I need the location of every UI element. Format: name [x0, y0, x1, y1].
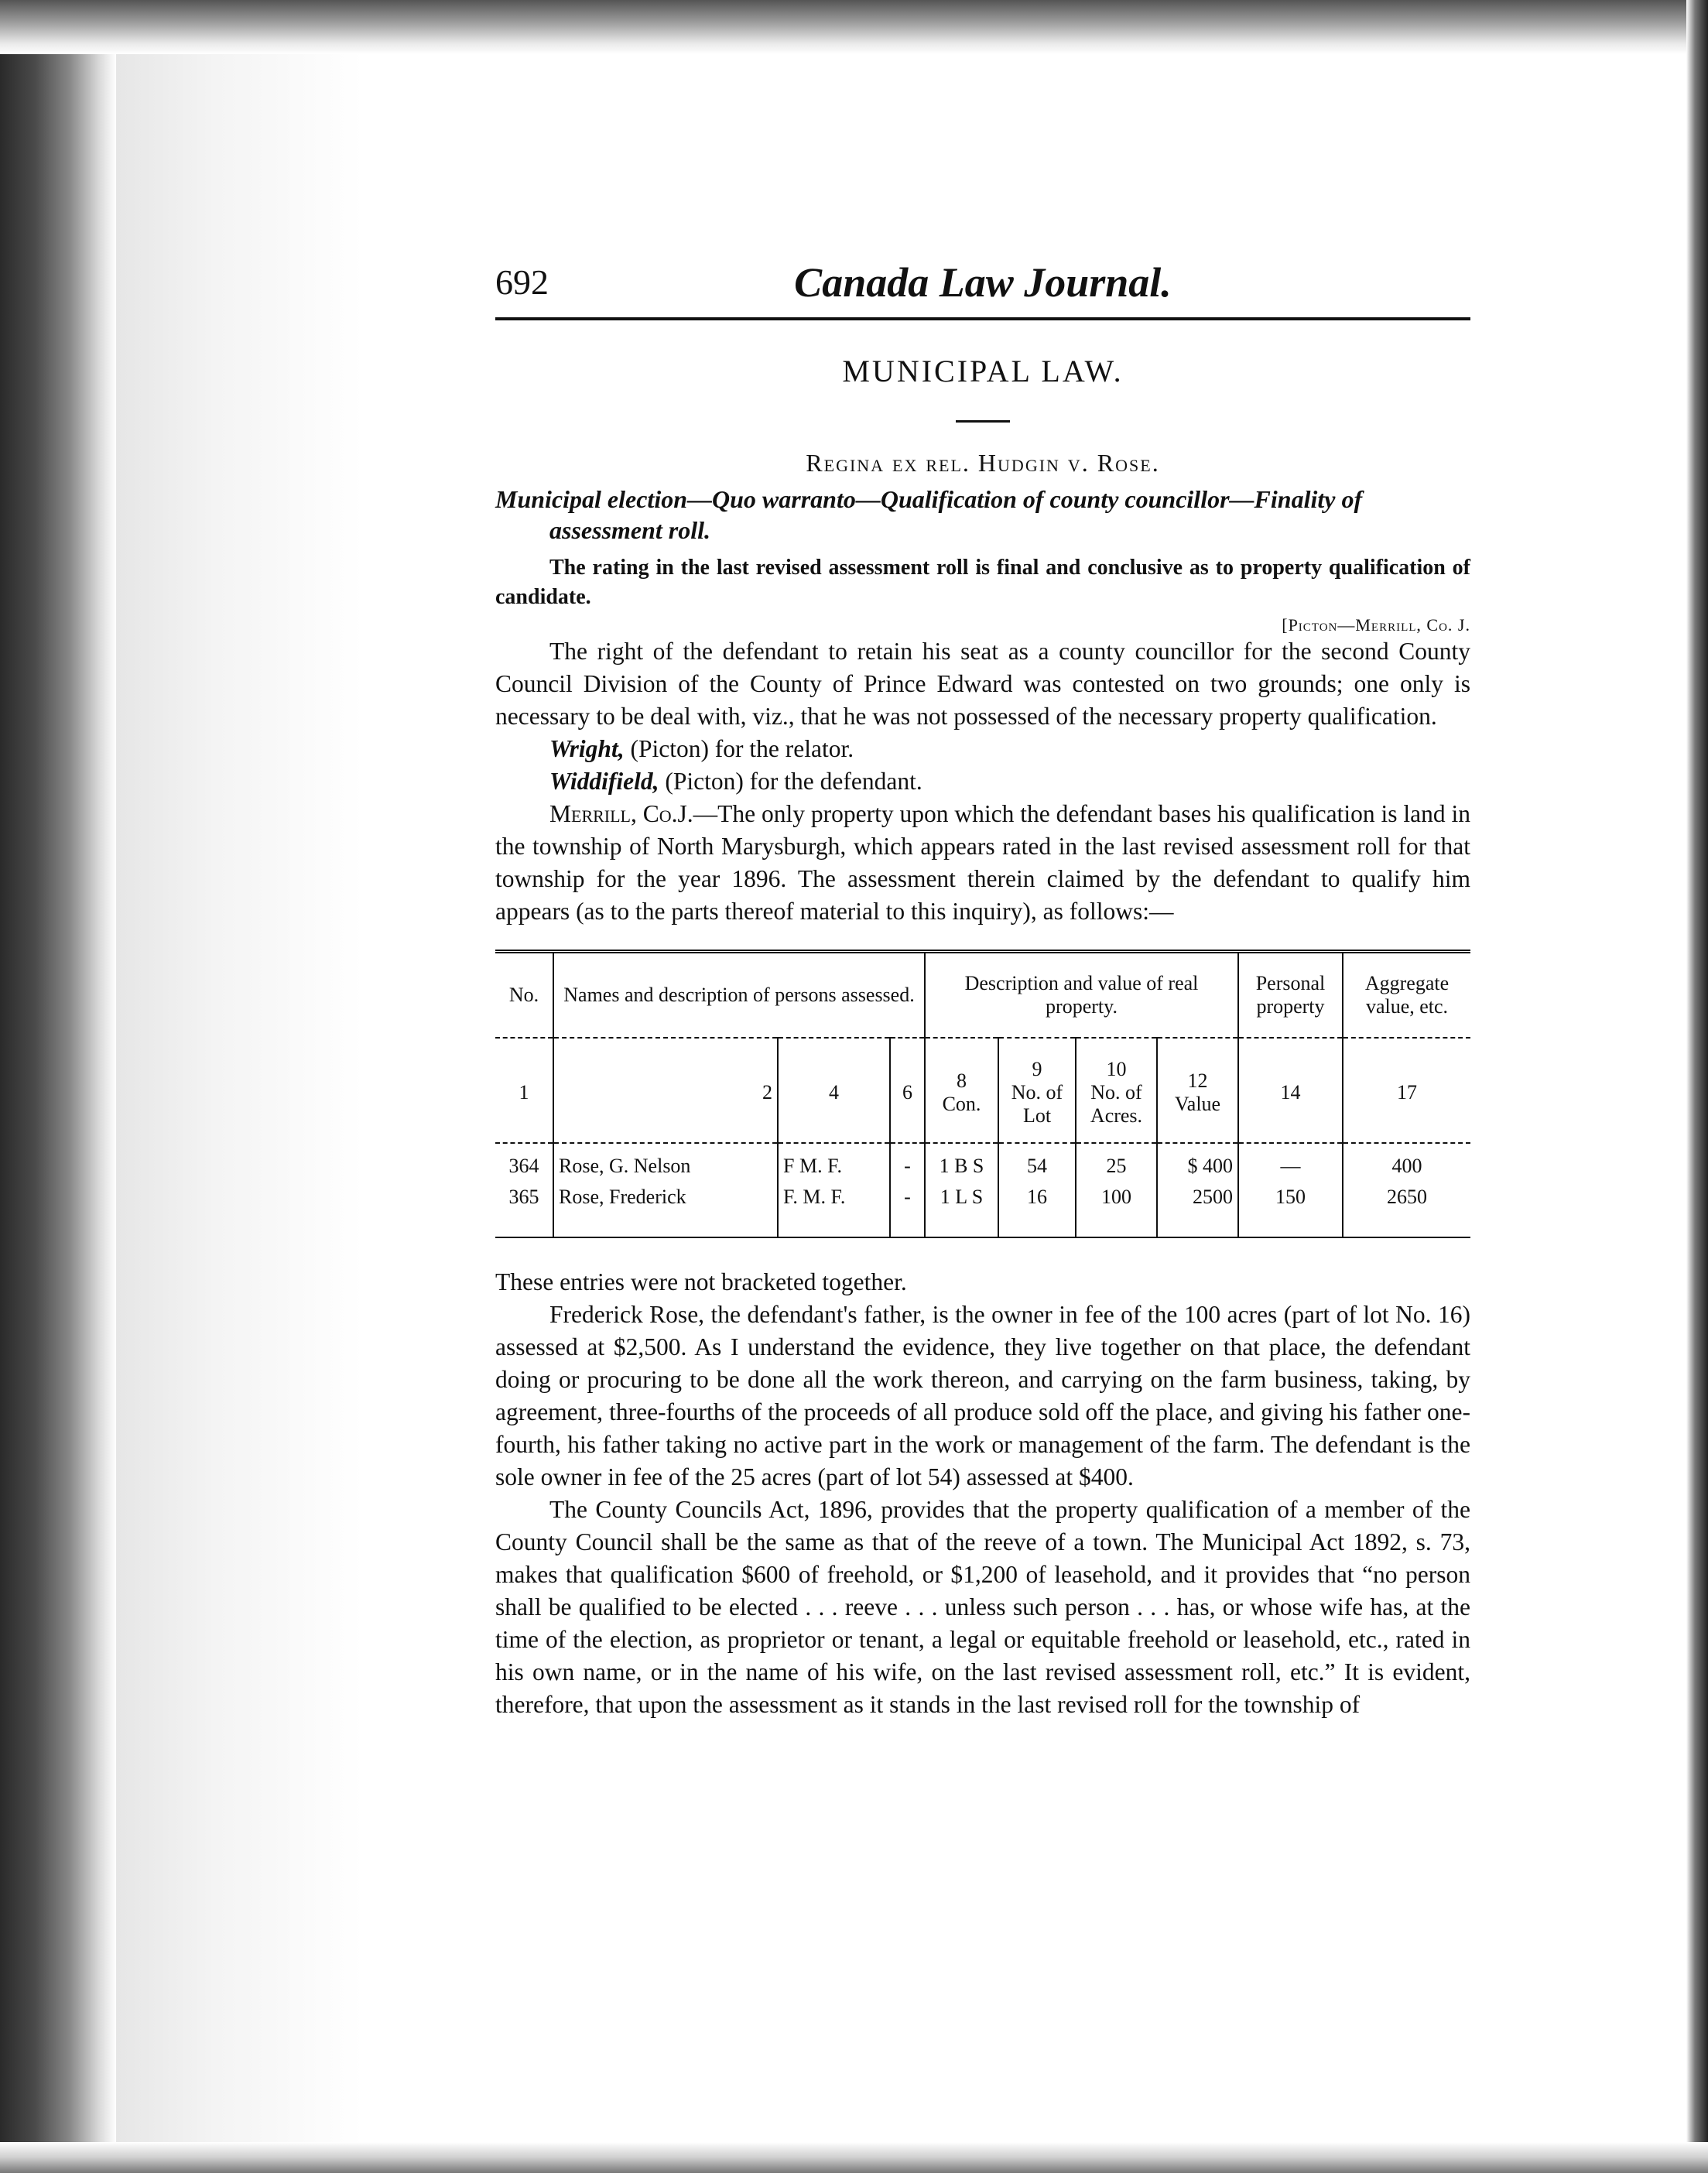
scan-shadow-bottom — [0, 2142, 1708, 2173]
headnote: Municipal election—Quo warranto—Qualification of county councillor—Finality of assessment roll. — [495, 485, 1363, 544]
cell-col6: - — [890, 1143, 925, 1181]
cell-status: F. M. F. — [778, 1181, 890, 1237]
cell-name: Rose, Frederick — [553, 1181, 778, 1237]
running-head — [495, 255, 1470, 320]
court-reference: [Picton—Merrill, Co. J. — [1282, 615, 1470, 635]
journal-page — [495, 255, 1470, 1721]
paragraph-2 — [495, 798, 1470, 928]
col-number — [1157, 1038, 1238, 1143]
scan-shadow-right — [1686, 0, 1708, 2173]
counsel-role: (Picton) for the defendant. — [659, 768, 922, 795]
cell-aggregate: 400 — [1343, 1143, 1470, 1181]
cell-personal: 150 — [1238, 1181, 1343, 1237]
journal-title: Canada Law Journal. — [794, 259, 1172, 306]
col-number — [925, 1038, 998, 1143]
cell-no: 364 — [508, 1155, 539, 1177]
table-row — [495, 1143, 1470, 1181]
cell-no: 365 — [508, 1186, 539, 1208]
counsel-role: (Picton) for the relator. — [624, 735, 854, 762]
col-subheading: No. of Lot — [1011, 1081, 1063, 1127]
col-number-value: 10 — [1106, 1058, 1127, 1080]
section-divider — [956, 420, 1010, 423]
cell-value: $ 400 — [1157, 1143, 1238, 1181]
holding: The rating in the last revised assessment roll is final and conclusive as to property qualification of candidate. — [495, 556, 1470, 609]
col-number: 14 — [1238, 1038, 1343, 1143]
counsel-name: Wright, — [549, 735, 625, 762]
paragraph-5: The County Councils Act, 1896, provides that the property qualification of a member of the County Council shall be the same as that of the reeve of a town. The Municipal Act 1892, s. 73, makes that qualification $600 of freehold, or $1,200 of leasehold, and it provides that “no person shall be qualified to be elected . . . reeve . . . unless such person . . . has, or whose wife has, at the time of the election, as proprietor or tenant, a legal or equitable freehold or leasehold, etc., rated in his own name, or in the name of his wife, on the last revised assessment roll, etc.” It is evident, therefore, that upon the assessment as it stands in the last revised roll for the township of — [495, 1496, 1470, 1718]
col-subheading: Con. — [942, 1093, 981, 1115]
header-names: Names and description of persons assessed. — [553, 952, 925, 1039]
paragraph-2-text: —The only property upon which the defendant bases his qualification is land in the township of North Marysburgh, which appears rated in the last revised assessment roll for that township for the year 1896. The assessment therein claimed by the defendant to qualify him appears (as to the parts thereof material to this inquiry), as follows:— — [495, 800, 1471, 925]
counsel-name: Widdifield, — [549, 768, 659, 795]
scan-shadow-left — [0, 0, 116, 2173]
table-column-number-row — [495, 1038, 1470, 1143]
col-number: 2 — [553, 1038, 778, 1143]
assessment-table — [495, 950, 1470, 1238]
counsel-relator — [495, 733, 1470, 765]
col-number: 1 — [495, 1038, 553, 1143]
col-number-value: 8 — [957, 1069, 967, 1092]
col-subheading: No. of Acres. — [1090, 1081, 1143, 1127]
col-number — [1076, 1038, 1157, 1143]
col-number: 17 — [1343, 1038, 1470, 1143]
cell-name: Rose, G. Nelson — [553, 1143, 778, 1181]
col-number-value: 9 — [1032, 1058, 1042, 1080]
cell-lot: 54 — [998, 1143, 1076, 1181]
cell-con: 1 B S — [925, 1143, 998, 1181]
judge-name: Merrill, Co.J. — [549, 800, 693, 827]
scan-shadow-left-fade — [116, 0, 364, 2173]
cell-personal: — — [1238, 1143, 1343, 1181]
cell-status: F M. F. — [778, 1143, 890, 1181]
page-number: 692 — [495, 262, 549, 302]
cell-lot: 16 — [998, 1181, 1076, 1237]
header-personal-property: Personal property — [1238, 952, 1343, 1039]
cell-con: 1 L S — [925, 1181, 998, 1237]
paragraph-3: These entries were not bracketed together. — [495, 1268, 907, 1295]
cell-acres: 100 — [1076, 1181, 1157, 1237]
section-title: MUNICIPAL LAW. — [842, 354, 1124, 388]
header-aggregate: Aggregate value, etc. — [1343, 952, 1470, 1039]
paragraph-1: The right of the defendant to retain his seat as a county councillor for the second County Council Division of the County of Prince Edward was contested on two grounds; one only is necessary to be deal with, viz., that he was not possessed of the necessary property qualification. — [495, 638, 1470, 730]
counsel-defendant — [495, 765, 1470, 798]
header-no: No. — [495, 952, 553, 1039]
cell-acres: 25 — [1076, 1143, 1157, 1181]
table-row — [495, 1181, 1470, 1237]
col-number-value: 12 — [1187, 1069, 1208, 1092]
col-number: 6 — [890, 1038, 925, 1143]
header-real-property: Description and value of real property. — [925, 952, 1238, 1039]
col-subheading: Value — [1174, 1093, 1221, 1115]
cell-col6: - — [890, 1181, 925, 1237]
scan-shadow-top — [0, 0, 1708, 54]
table-header-row — [495, 952, 1470, 1039]
col-number — [998, 1038, 1076, 1143]
cell-aggregate: 2650 — [1343, 1181, 1470, 1237]
col-number: 4 — [778, 1038, 890, 1143]
paragraph-4: Frederick Rose, the defendant's father, is the owner in fee of the 100 acres (part of lot No. 16) assessed at $2,500. As I understand the evidence, they live together on that place, the defendant doing or procuring to be done all the work thereon, and carrying on the farm business, taking, by agreement, three-fourths of the proceeds of all produce sold off the place, and giving his father one-fourth, his father taking no active part in the work or management of the farm. The defendant is the sole owner in fee of the 25 acres (part of lot 54) assessed at $400. — [495, 1301, 1470, 1490]
case-title: Regina ex rel. Hudgin v. Rose. — [806, 449, 1160, 477]
cell-value: 2500 — [1157, 1181, 1238, 1237]
